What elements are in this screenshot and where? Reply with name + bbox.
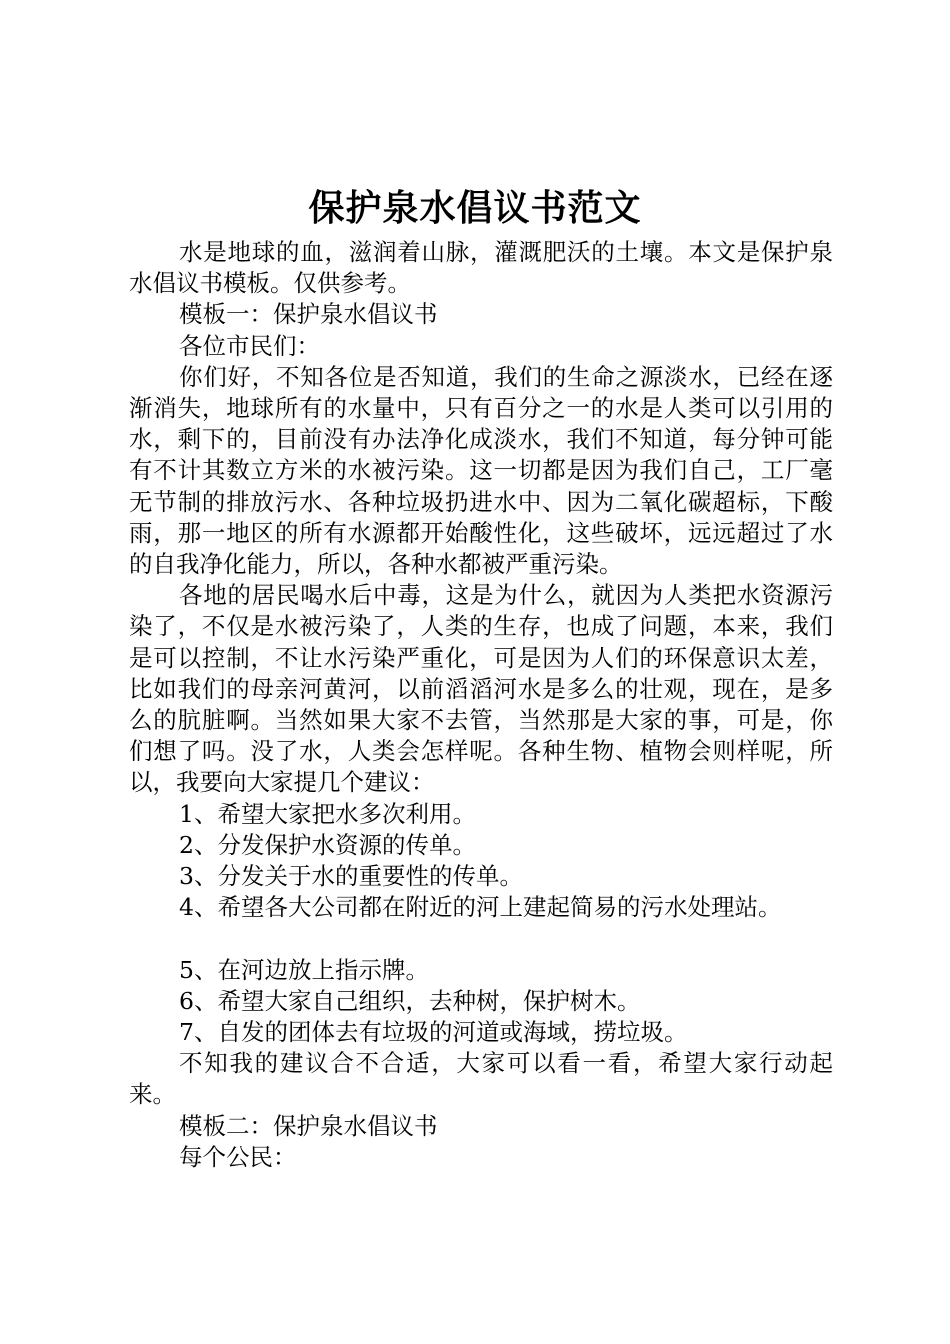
suggestion-item: 5、在河边放上指示牌。	[179, 955, 429, 984]
document-title: 保护泉水倡议书范文	[308, 187, 642, 229]
suggestion-item: 2、分发保护水资源的传单。	[179, 830, 476, 859]
body-paragraph: 各地的居民喝水后中毒，这是为什么，就因为人类把水资源污染了，不仅是水被污染了，人类的生存，也成了问题，本来，我们是可以控制，不让水污染严重化，可是因为人们的环保意识太差，比如我们的母亲河黄河，以前滔滔河水是多么的壮观，现在，是多么的肮脏啊。当然如果大家不去管，当然那是大家的事，可是，你们想了吗。没了水，人类会怎样呢。各种生物、植物会则样呢，所以，我要向大家提几个建议：	[129, 581, 833, 797]
suggestion-item: 7、自发的团体去有垃圾的河道或海域，捞垃圾。	[179, 1018, 688, 1047]
blank-line	[129, 923, 833, 954]
salutation: 每个公民：	[179, 1142, 297, 1171]
template-one-heading: 模板一：保护泉水倡议书	[179, 300, 438, 329]
body-paragraph: 你们好，不知各位是否知道，我们的生命之源淡水，已经在逐渐消失，地球所有的水量中，只有百分之一的水是人类可以引用的水，剩下的，目前没有办法净化成淡水，我们不知道，每分钟可能有不计其数立方米的水被污染。这一切都是因为我们自己，工厂毫无节制的排放污水、各种垃圾扔进水中、因为二氧化碳超标，下酸雨，那一地区的所有水源都开始酸性化，这些破坏，远远超过了水的自我净化能力，所以，各种水都被严重污染。	[129, 362, 833, 579]
salutation: 各位市民们：	[179, 331, 320, 360]
suggestion-item: 1、希望大家把水多次利用。	[179, 799, 476, 828]
template-two-heading: 模板二：保护泉水倡议书	[179, 1111, 438, 1140]
suggestion-item: 3、分发关于水的重要性的传单。	[179, 862, 523, 891]
suggestion-item: 6、希望大家自己组织，去种树，保护树木。	[179, 986, 641, 1015]
document-body	[129, 237, 833, 1173]
suggestion-item: 4、希望各大公司都在附近的河上建起简易的污水处理站。	[179, 893, 782, 922]
intro-paragraph: 水是地球的血，滋润着山脉，灌溉肥沃的土壤。本文是保护泉水倡议书模板。仅供参考。	[129, 238, 833, 298]
closing-paragraph: 不知我的建议合不合适，大家可以看一看，希望大家行动起来。	[129, 1049, 833, 1109]
